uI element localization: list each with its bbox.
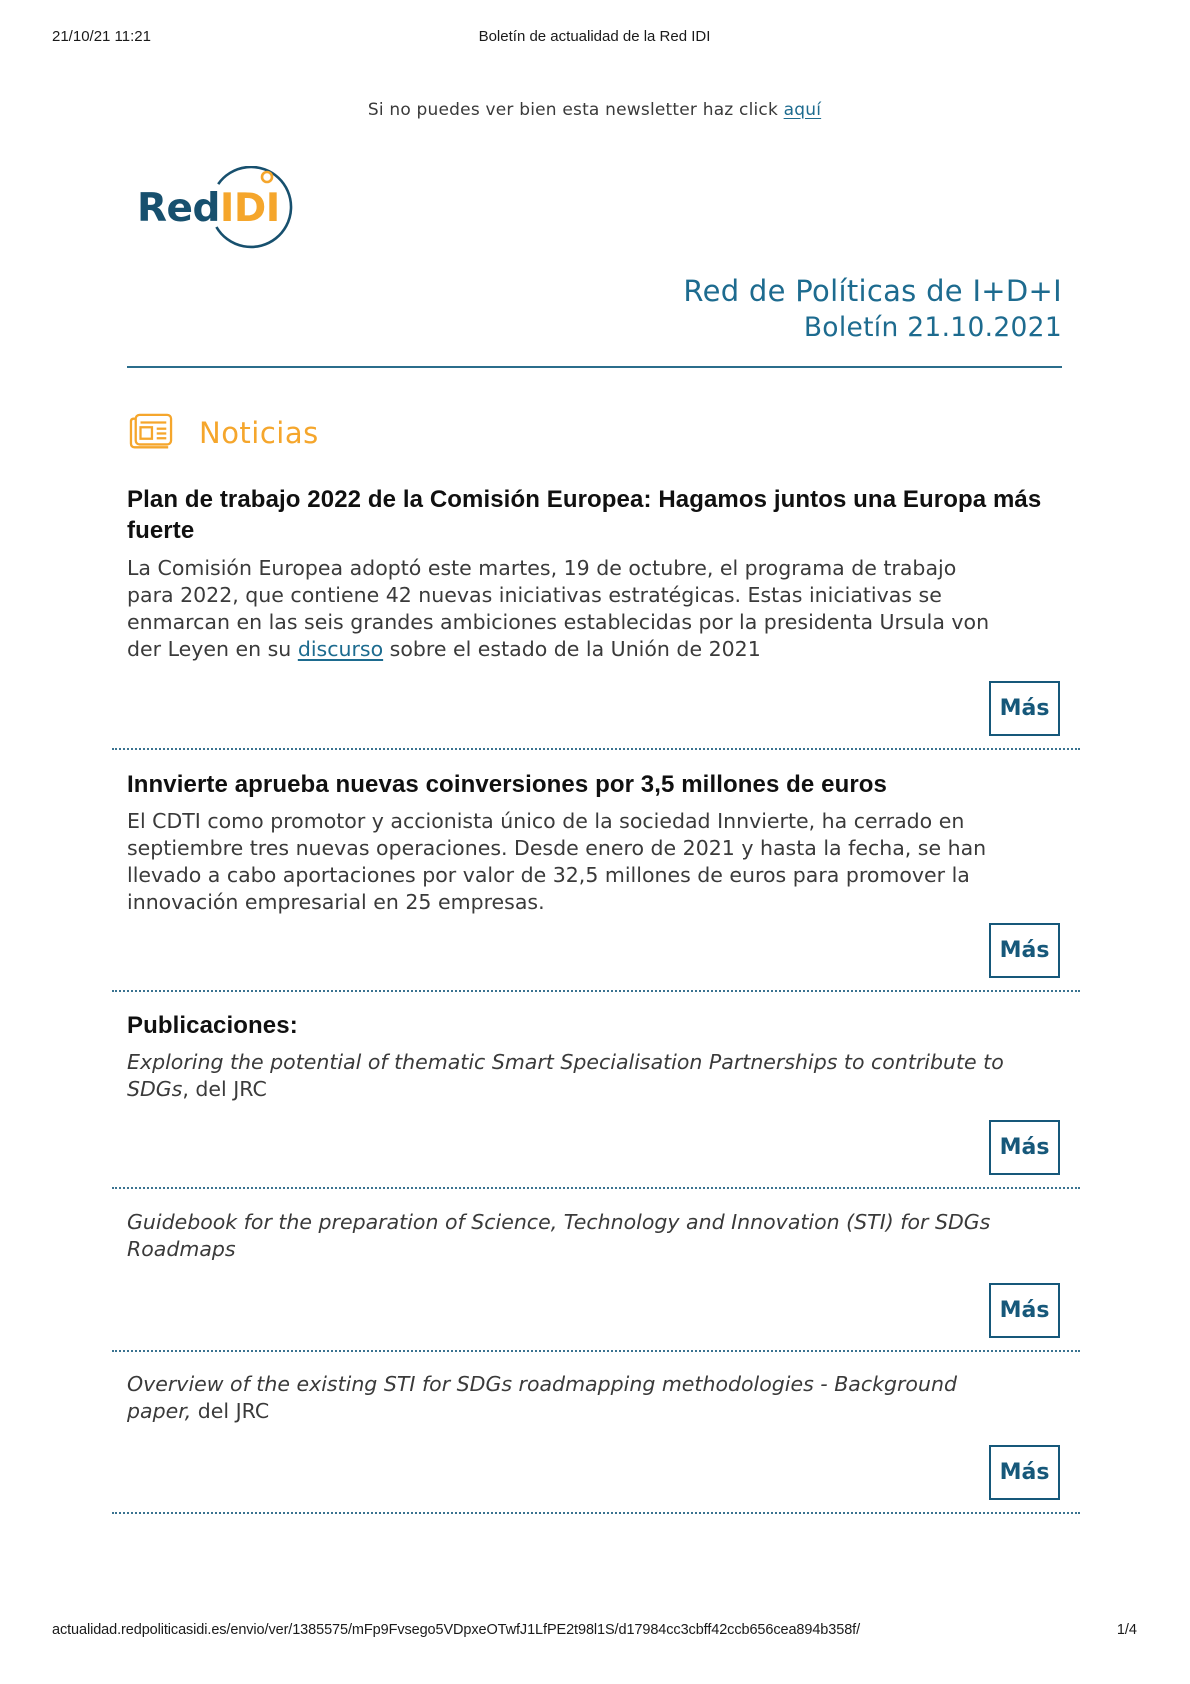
view-online-link[interactable]: aquí: [783, 100, 822, 120]
more-button-publication-1[interactable]: Más: [989, 1120, 1060, 1175]
publication-item: [127, 1371, 1007, 1425]
dotted-divider: [112, 1187, 1080, 1189]
more-button-publication-2[interactable]: Más: [989, 1283, 1060, 1338]
masthead: [127, 272, 1062, 345]
publication-title: Exploring the potential of thematic Smart Specialisation Partnerships to contribute to SDGs: [127, 1050, 1004, 1101]
dotted-divider: [112, 990, 1080, 992]
article-title: Plan de trabajo 2022 de la Comisión Europea: Hagamos juntos una Europa más fuerte: [127, 486, 1042, 544]
more-button-article-1[interactable]: Más: [989, 681, 1060, 736]
section-noticias-label: Noticias: [199, 416, 319, 450]
publication-title: Overview of the existing STI for SDGs roadmapping methodologies - Background paper,: [127, 1372, 957, 1423]
preheader: [127, 100, 1062, 120]
publication-item: [127, 1049, 1007, 1103]
logo-word-idi: IDI: [219, 186, 280, 231]
print-footer: [52, 1622, 1137, 1638]
print-timestamp: 21/10/21 11:21: [52, 28, 151, 45]
masthead-title: Red de Políticas de I+D+I: [683, 274, 1062, 308]
publications-heading: Publicaciones:: [127, 1012, 298, 1039]
preheader-text: Si no puedes ver bien esta newsletter haz click: [367, 100, 784, 120]
redidi-logo: [127, 166, 427, 272]
newsletter-content: [127, 0, 1062, 1514]
article-body: El CDTI como promotor y accionista único de la sociedad Innvierte, ha cerrado en septiembre tres nuevas operaciones. Desde enero de 2021 y hasta la fecha, se han llevado a cabo aportaciones por valor de 32,5 millones de euros para promover la innovación empresarial en 25 empresas.: [127, 809, 987, 914]
discurso-link[interactable]: discurso: [297, 637, 384, 661]
print-doc-title: Boletín de actualidad de la Red IDI: [478, 28, 711, 45]
masthead-issue-date: Boletín 21.10.2021: [803, 312, 1062, 343]
article-body: [127, 555, 1007, 663]
publication-suffix: , del JRC: [182, 1077, 267, 1101]
more-button-publication-3[interactable]: Más: [989, 1445, 1060, 1500]
dotted-divider: [112, 1512, 1080, 1514]
publication-title: Guidebook for the preparation of Science, Technology and Innovation (STI) for SDGs Roadmaps: [127, 1210, 991, 1261]
logo-wordmark: [137, 186, 280, 231]
newspaper-icon: [127, 412, 175, 454]
publication-item: [127, 1209, 1007, 1263]
dotted-divider: [112, 748, 1080, 750]
more-button-article-2[interactable]: Más: [989, 923, 1060, 978]
section-noticias-header: [127, 412, 1062, 454]
dotted-divider: [112, 1350, 1080, 1352]
logo-word-red: Red: [137, 186, 220, 231]
article-body-text: sobre el estado de la Unión de 2021: [383, 637, 761, 661]
print-footer-url: actualidad.redpoliticasidi.es/envio/ver/1385575/mFp9Fvsego5VDpxeOTwfJ1LfPE2t98l1S/d17984cc3cbff42ccb656cea894b358f/: [52, 1622, 861, 1638]
print-page-indicator: 1/4: [1116, 1622, 1137, 1638]
publication-suffix: del JRC: [191, 1399, 270, 1423]
header-rule: [127, 366, 1062, 368]
article-body-text: La Comisión Europea adoptó este martes, 19 de octubre, el programa de trabajo para 2022, que contiene 42 nuevas iniciativas estratégicas. Estas iniciativas se enmarcan en las seis grandes ambiciones establecidas por la presidenta Ursula von der Leyen en su: [127, 556, 990, 661]
article-title: Innvierte aprueba nuevas coinversiones por 3,5 millones de euros: [127, 771, 887, 798]
